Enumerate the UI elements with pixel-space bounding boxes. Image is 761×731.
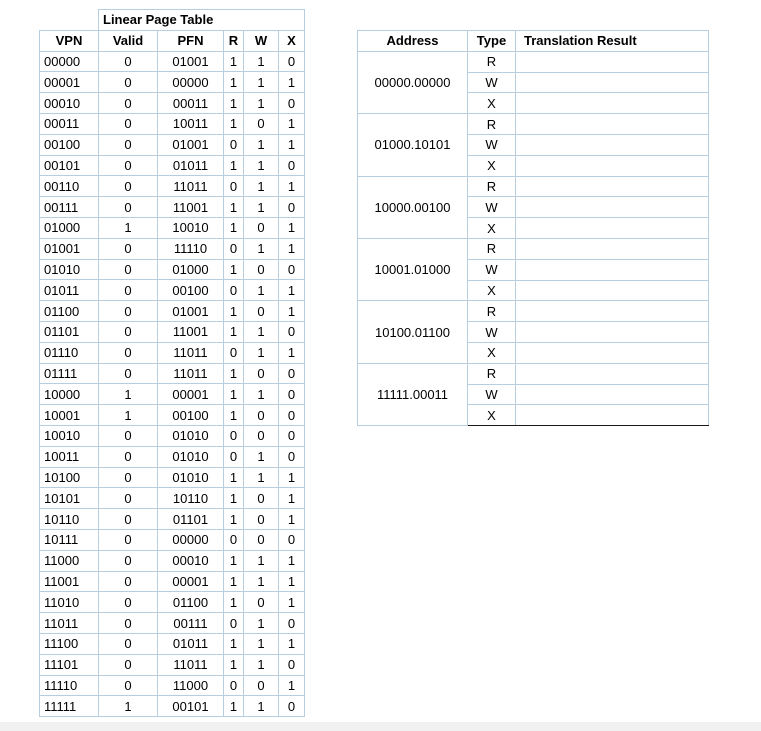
- type-cell: X: [468, 93, 516, 114]
- pfn-cell: 11110: [158, 238, 224, 259]
- pfn-cell: 00000: [158, 72, 224, 93]
- vpn-cell: 00101: [40, 155, 99, 176]
- translation-result-cell[interactable]: [516, 155, 709, 176]
- page-table-row: [40, 134, 305, 155]
- r-cell: 1: [224, 509, 244, 530]
- pfn-cell: 01010: [158, 425, 224, 446]
- pfn-cell: 11001: [158, 197, 224, 218]
- w-cell: 1: [244, 197, 279, 218]
- valid-cell: 0: [99, 467, 158, 488]
- page-table-row: [40, 571, 305, 592]
- valid-cell: 0: [99, 488, 158, 509]
- w-cell: 1: [244, 654, 279, 675]
- vpn-cell: 10111: [40, 529, 99, 550]
- pfn-cell: 01011: [158, 633, 224, 654]
- r-cell: 1: [224, 363, 244, 384]
- valid-cell: 0: [99, 446, 158, 467]
- vpn-cell: 10000: [40, 384, 99, 405]
- x-cell: 0: [279, 197, 305, 218]
- x-header: X: [279, 30, 305, 51]
- pfn-cell: 00011: [158, 93, 224, 114]
- vpn-cell: 01110: [40, 342, 99, 363]
- translation-row: [358, 176, 709, 197]
- x-cell: 0: [279, 93, 305, 114]
- type-header: Type: [468, 31, 516, 52]
- page-table-row: [40, 613, 305, 634]
- r-cell: 0: [224, 675, 244, 696]
- valid-cell: 1: [99, 384, 158, 405]
- x-cell: 0: [279, 405, 305, 426]
- pfn-cell: 10110: [158, 488, 224, 509]
- x-cell: 1: [279, 467, 305, 488]
- pfn-cell: 00101: [158, 696, 224, 717]
- x-cell: 0: [279, 654, 305, 675]
- w-cell: 1: [244, 176, 279, 197]
- translation-table: [357, 30, 709, 426]
- pfn-cell: 01001: [158, 51, 224, 72]
- valid-header: Valid: [99, 30, 158, 51]
- page-table-row: [40, 342, 305, 363]
- r-cell: 0: [224, 446, 244, 467]
- pfn-cell: 11011: [158, 176, 224, 197]
- r-cell: 1: [224, 259, 244, 280]
- x-cell: 1: [279, 176, 305, 197]
- r-cell: 1: [224, 488, 244, 509]
- page-table-row: [40, 675, 305, 696]
- pfn-cell: 10010: [158, 217, 224, 238]
- x-cell: 0: [279, 425, 305, 446]
- pfn-cell: 11011: [158, 654, 224, 675]
- vpn-header: VPN: [40, 30, 99, 51]
- w-cell: 1: [244, 321, 279, 342]
- valid-cell: 1: [99, 217, 158, 238]
- x-cell: 1: [279, 675, 305, 696]
- page-table-row: [40, 425, 305, 446]
- w-cell: 1: [244, 342, 279, 363]
- translation-result-cell[interactable]: [516, 363, 709, 384]
- page-table-row: [40, 488, 305, 509]
- w-cell: 1: [244, 633, 279, 654]
- r-cell: 1: [224, 321, 244, 342]
- page-table-row: [40, 467, 305, 488]
- type-cell: X: [468, 342, 516, 363]
- vpn-cell: 01001: [40, 238, 99, 259]
- page-table-row: [40, 446, 305, 467]
- pfn-cell: 01100: [158, 592, 224, 613]
- page-table-row: [40, 592, 305, 613]
- pfn-cell: 00001: [158, 384, 224, 405]
- type-cell: X: [468, 405, 516, 426]
- vpn-cell: 11000: [40, 550, 99, 571]
- blank-cell: [40, 10, 99, 31]
- linear-page-table: [39, 9, 305, 717]
- translation-result-cell[interactable]: [516, 93, 709, 114]
- vpn-cell: 00111: [40, 197, 99, 218]
- r-cell: 1: [224, 155, 244, 176]
- type-cell: W: [468, 259, 516, 280]
- valid-cell: 0: [99, 529, 158, 550]
- vpn-cell: 01101: [40, 321, 99, 342]
- pfn-header: PFN: [158, 30, 224, 51]
- w-cell: 0: [244, 425, 279, 446]
- type-cell: W: [468, 72, 516, 93]
- valid-cell: 0: [99, 571, 158, 592]
- w-cell: 0: [244, 113, 279, 134]
- x-cell: 0: [279, 446, 305, 467]
- w-cell: 1: [244, 467, 279, 488]
- pfn-cell: 01011: [158, 155, 224, 176]
- pfn-cell: 01000: [158, 259, 224, 280]
- r-cell: 0: [224, 613, 244, 634]
- w-cell: 0: [244, 217, 279, 238]
- w-cell: 1: [244, 51, 279, 72]
- page-table-row: [40, 259, 305, 280]
- address-cell: 00000.00000: [358, 51, 468, 113]
- valid-cell: 0: [99, 51, 158, 72]
- vpn-cell: 00110: [40, 176, 99, 197]
- vpn-cell: 11101: [40, 654, 99, 675]
- translation-result-cell[interactable]: [516, 197, 709, 218]
- x-cell: 0: [279, 259, 305, 280]
- page-table-row: [40, 280, 305, 301]
- type-cell: W: [468, 197, 516, 218]
- page-table-row: [40, 405, 305, 426]
- vpn-cell: 10011: [40, 446, 99, 467]
- translation-result-cell[interactable]: [516, 405, 709, 426]
- x-cell: 0: [279, 384, 305, 405]
- sheet-bottom-strip: [0, 722, 761, 731]
- w-cell: 1: [244, 72, 279, 93]
- pfn-cell: 11011: [158, 363, 224, 384]
- type-cell: R: [468, 176, 516, 197]
- w-cell: 1: [244, 93, 279, 114]
- pfn-cell: 01001: [158, 301, 224, 322]
- translation-row: [358, 301, 709, 322]
- valid-cell: 0: [99, 509, 158, 530]
- vpn-cell: 11010: [40, 592, 99, 613]
- translation-result-cell[interactable]: [516, 72, 709, 93]
- translation-result-cell[interactable]: [516, 342, 709, 363]
- valid-cell: 0: [99, 654, 158, 675]
- w-cell: 0: [244, 363, 279, 384]
- type-cell: X: [468, 218, 516, 239]
- address-cell: 10000.00100: [358, 176, 468, 238]
- w-cell: 0: [244, 675, 279, 696]
- x-cell: 1: [279, 72, 305, 93]
- valid-cell: 0: [99, 342, 158, 363]
- valid-cell: 0: [99, 280, 158, 301]
- r-cell: 0: [224, 238, 244, 259]
- translation-result-cell[interactable]: [516, 322, 709, 343]
- r-cell: 1: [224, 654, 244, 675]
- w-cell: 1: [244, 696, 279, 717]
- vpn-cell: 10010: [40, 425, 99, 446]
- pfn-cell: 00000: [158, 529, 224, 550]
- translation-result-header: Translation Result: [516, 31, 709, 52]
- valid-cell: 0: [99, 675, 158, 696]
- type-cell: R: [468, 238, 516, 259]
- r-cell: 0: [224, 529, 244, 550]
- valid-cell: 0: [99, 321, 158, 342]
- x-cell: 1: [279, 134, 305, 155]
- page-table-row: [40, 197, 305, 218]
- x-cell: 0: [279, 155, 305, 176]
- page-table-title: Linear Page Table: [99, 10, 305, 31]
- vpn-cell: 00100: [40, 134, 99, 155]
- translation-result-cell[interactable]: [516, 301, 709, 322]
- r-cell: 0: [224, 134, 244, 155]
- r-cell: 1: [224, 405, 244, 426]
- vpn-cell: 11110: [40, 675, 99, 696]
- r-cell: 1: [224, 384, 244, 405]
- w-cell: 0: [244, 509, 279, 530]
- pfn-cell: 00111: [158, 613, 224, 634]
- r-cell: 0: [224, 425, 244, 446]
- pfn-cell: 01001: [158, 134, 224, 155]
- w-cell: 0: [244, 301, 279, 322]
- pfn-cell: 01010: [158, 467, 224, 488]
- r-cell: 1: [224, 93, 244, 114]
- page-table-row: [40, 72, 305, 93]
- type-cell: W: [468, 384, 516, 405]
- type-cell: R: [468, 301, 516, 322]
- translation-result-cell[interactable]: [516, 384, 709, 405]
- type-cell: X: [468, 280, 516, 301]
- r-cell: 1: [224, 113, 244, 134]
- valid-cell: 0: [99, 238, 158, 259]
- pfn-cell: 11000: [158, 675, 224, 696]
- translation-result-cell[interactable]: [516, 280, 709, 301]
- w-cell: 0: [244, 592, 279, 613]
- page-table-row: [40, 550, 305, 571]
- type-cell: W: [468, 322, 516, 343]
- vpn-cell: 01100: [40, 301, 99, 322]
- page-table-row: [40, 633, 305, 654]
- w-cell: 0: [244, 529, 279, 550]
- page-table-row: [40, 51, 305, 72]
- page-table-row: [40, 321, 305, 342]
- valid-cell: 1: [99, 696, 158, 717]
- translation-row: [358, 363, 709, 384]
- vpn-cell: 10101: [40, 488, 99, 509]
- page-table-row: [40, 176, 305, 197]
- r-cell: 1: [224, 301, 244, 322]
- r-cell: 1: [224, 550, 244, 571]
- r-cell: 1: [224, 571, 244, 592]
- vpn-cell: 01011: [40, 280, 99, 301]
- pfn-cell: 00010: [158, 550, 224, 571]
- page-table-header-row: [40, 30, 305, 51]
- pfn-cell: 11001: [158, 321, 224, 342]
- translation-result-cell[interactable]: [516, 176, 709, 197]
- x-cell: 1: [279, 488, 305, 509]
- x-cell: 1: [279, 550, 305, 571]
- page-table-row: [40, 301, 305, 322]
- translation-header-row: [358, 31, 709, 52]
- x-cell: 0: [279, 51, 305, 72]
- type-cell: R: [468, 363, 516, 384]
- w-cell: 1: [244, 446, 279, 467]
- x-cell: 0: [279, 696, 305, 717]
- vpn-cell: 11111: [40, 696, 99, 717]
- valid-cell: 0: [99, 613, 158, 634]
- vpn-cell: 01111: [40, 363, 99, 384]
- translation-table-body: [358, 51, 709, 425]
- x-cell: 1: [279, 342, 305, 363]
- translation-result-cell[interactable]: [516, 238, 709, 259]
- translation-result-cell[interactable]: [516, 134, 709, 155]
- valid-cell: 0: [99, 363, 158, 384]
- translation-result-cell[interactable]: [516, 114, 709, 135]
- x-cell: 1: [279, 509, 305, 530]
- valid-cell: 0: [99, 134, 158, 155]
- valid-cell: 0: [99, 155, 158, 176]
- x-cell: 1: [279, 592, 305, 613]
- w-cell: 1: [244, 155, 279, 176]
- w-cell: 1: [244, 134, 279, 155]
- pfn-cell: 01101: [158, 509, 224, 530]
- w-cell: 1: [244, 613, 279, 634]
- page-table-row: [40, 529, 305, 550]
- vpn-cell: 10001: [40, 405, 99, 426]
- x-cell: 0: [279, 363, 305, 384]
- x-cell: 1: [279, 238, 305, 259]
- vpn-cell: 01000: [40, 217, 99, 238]
- pfn-cell: 00001: [158, 571, 224, 592]
- page-table-row: [40, 363, 305, 384]
- type-cell: R: [468, 51, 516, 72]
- valid-cell: 1: [99, 405, 158, 426]
- x-cell: 0: [279, 613, 305, 634]
- r-cell: 1: [224, 592, 244, 613]
- r-cell: 1: [224, 51, 244, 72]
- pfn-cell: 00100: [158, 280, 224, 301]
- address-cell: 10001.01000: [358, 238, 468, 300]
- vpn-cell: 11001: [40, 571, 99, 592]
- w-cell: 1: [244, 384, 279, 405]
- valid-cell: 0: [99, 633, 158, 654]
- x-cell: 0: [279, 529, 305, 550]
- translation-result-cell[interactable]: [516, 51, 709, 72]
- pfn-cell: 00100: [158, 405, 224, 426]
- valid-cell: 0: [99, 425, 158, 446]
- pfn-cell: 01010: [158, 446, 224, 467]
- address-header: Address: [358, 31, 468, 52]
- w-cell: 0: [244, 405, 279, 426]
- vpn-cell: 00000: [40, 51, 99, 72]
- page-table-row: [40, 384, 305, 405]
- valid-cell: 0: [99, 93, 158, 114]
- vpn-cell: 11011: [40, 613, 99, 634]
- valid-cell: 0: [99, 72, 158, 93]
- valid-cell: 0: [99, 259, 158, 280]
- r-cell: 0: [224, 176, 244, 197]
- page-table-row: [40, 654, 305, 675]
- r-cell: 1: [224, 217, 244, 238]
- page-table-title-row: [40, 10, 305, 31]
- w-cell: 1: [244, 550, 279, 571]
- translation-result-cell[interactable]: [516, 218, 709, 239]
- type-cell: X: [468, 155, 516, 176]
- r-cell: 1: [224, 467, 244, 488]
- vpn-cell: 01010: [40, 259, 99, 280]
- page-table-row: [40, 238, 305, 259]
- page-table-body: [40, 51, 305, 717]
- vpn-cell: 11100: [40, 633, 99, 654]
- x-cell: 1: [279, 217, 305, 238]
- w-header: W: [244, 30, 279, 51]
- valid-cell: 0: [99, 176, 158, 197]
- valid-cell: 0: [99, 550, 158, 571]
- vpn-cell: 00011: [40, 113, 99, 134]
- x-cell: 0: [279, 321, 305, 342]
- address-cell: 10100.01100: [358, 301, 468, 363]
- x-cell: 1: [279, 301, 305, 322]
- page-table-row: [40, 696, 305, 717]
- page-table-row: [40, 113, 305, 134]
- w-cell: 1: [244, 571, 279, 592]
- type-cell: W: [468, 134, 516, 155]
- w-cell: 1: [244, 238, 279, 259]
- pfn-cell: 11011: [158, 342, 224, 363]
- r-cell: 0: [224, 342, 244, 363]
- valid-cell: 0: [99, 197, 158, 218]
- page-table-row: [40, 93, 305, 114]
- r-cell: 1: [224, 72, 244, 93]
- page-table-row: [40, 509, 305, 530]
- vpn-cell: 10100: [40, 467, 99, 488]
- r-cell: 1: [224, 633, 244, 654]
- page-table-row: [40, 155, 305, 176]
- translation-row: [358, 114, 709, 135]
- w-cell: 0: [244, 488, 279, 509]
- translation-result-cell[interactable]: [516, 259, 709, 280]
- address-cell: 01000.10101: [358, 114, 468, 176]
- w-cell: 0: [244, 259, 279, 280]
- vpn-cell: 00001: [40, 72, 99, 93]
- valid-cell: 0: [99, 592, 158, 613]
- x-cell: 1: [279, 113, 305, 134]
- vpn-cell: 10110: [40, 509, 99, 530]
- w-cell: 1: [244, 280, 279, 301]
- translation-row: [358, 238, 709, 259]
- x-cell: 1: [279, 633, 305, 654]
- vpn-cell: 00010: [40, 93, 99, 114]
- page-table-row: [40, 217, 305, 238]
- pfn-cell: 10011: [158, 113, 224, 134]
- translation-row: [358, 51, 709, 72]
- x-cell: 1: [279, 571, 305, 592]
- address-cell: 11111.00011: [358, 363, 468, 425]
- valid-cell: 0: [99, 113, 158, 134]
- r-cell: 1: [224, 197, 244, 218]
- r-cell: 0: [224, 280, 244, 301]
- r-header: R: [224, 30, 244, 51]
- type-cell: R: [468, 114, 516, 135]
- valid-cell: 0: [99, 301, 158, 322]
- r-cell: 1: [224, 696, 244, 717]
- x-cell: 1: [279, 280, 305, 301]
